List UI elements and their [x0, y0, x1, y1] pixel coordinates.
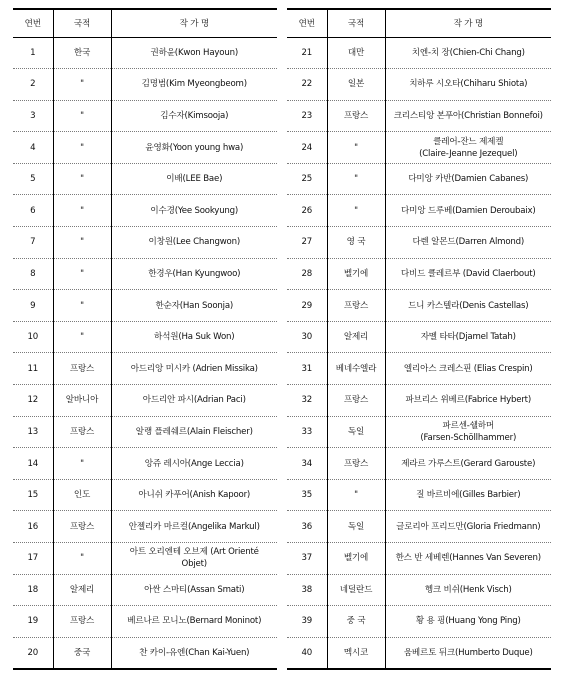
row-nationality: 일본	[327, 69, 385, 101]
artist-table-left-body	[13, 37, 277, 669]
row-artist-name: 윤영화(Yoon young hwa)	[111, 132, 277, 164]
row-nationality: "	[327, 163, 385, 195]
header-number: 연번	[287, 9, 327, 37]
row-artist-name: 아드리안 파시(Adrian Paci)	[111, 385, 277, 417]
table-row	[287, 321, 551, 353]
table-row	[13, 479, 277, 511]
row-nationality: 프랑스	[327, 385, 385, 417]
row-nationality: 프랑스	[327, 448, 385, 480]
row-nationality: 프랑스	[327, 290, 385, 322]
row-number: 35	[287, 479, 327, 511]
row-nationality: 멕시코	[327, 637, 385, 669]
row-artist-name: 황 용 핑(Huang Yong Ping)	[385, 606, 551, 638]
row-number: 40	[287, 637, 327, 669]
row-artist-name: 한순자(Han Soonja)	[111, 290, 277, 322]
row-number: 1	[30, 47, 36, 58]
table-row	[13, 163, 277, 195]
row-artist-name: 제라르 가루스트(Gerard Garouste)	[385, 448, 551, 480]
row-number: 3	[13, 100, 53, 132]
table-row	[13, 290, 277, 322]
artist-table-right	[287, 8, 551, 670]
row-artist-name: 치하루 시오타(Chiharu Shiota)	[385, 69, 551, 101]
row-artist-name: 다비드 클레르부 (David Claerbout)	[385, 258, 551, 290]
row-artist-name: 권하윤(Kwon Hayoun)	[111, 37, 277, 69]
row-artist-name: 안젤리카 마르컬(Angelika Markul)	[111, 511, 277, 543]
row-number: 13	[13, 416, 53, 448]
table-row	[287, 37, 551, 69]
table-row	[13, 69, 277, 101]
table-row	[287, 479, 551, 511]
row-nationality: "	[53, 321, 111, 353]
table-row	[13, 606, 277, 638]
row-nationality: 인도	[53, 479, 111, 511]
row-nationality: "	[53, 100, 111, 132]
table-row	[287, 227, 551, 259]
row-artist-name: 아니쉬 카푸어(Anish Kapoor)	[111, 479, 277, 511]
row-nationality: 프랑스	[53, 606, 111, 638]
row-artist-name: 파르센-쉘하머 (Farsen-Schöllhammer)	[385, 416, 551, 448]
table-row	[13, 321, 277, 353]
row-number: 32	[287, 385, 327, 417]
row-artist-name: 앙쥬 레시아(Ange Leccia)	[111, 448, 277, 480]
row-artist-name: 파브리스 위베르(Fabrice Hybert)	[385, 385, 551, 417]
row-number: 20	[13, 637, 53, 669]
table-row	[13, 258, 277, 290]
row-number: 7	[13, 227, 53, 259]
row-nationality: 프랑스	[53, 416, 111, 448]
header-artist-name: 작 가 명	[385, 9, 551, 37]
header-number: 연번	[13, 9, 53, 37]
table-row	[287, 100, 551, 132]
table-row	[287, 353, 551, 385]
row-artist-name: 크리스티앙 본푸아(Christian Bonnefoi)	[385, 100, 551, 132]
row-nationality: 프랑스	[53, 353, 111, 385]
table-row	[13, 574, 277, 606]
row-number: 21	[301, 47, 313, 58]
row-number: 28	[287, 258, 327, 290]
row-artist-name: 아트 오리엔테 오브제 (Art Orienté Objet)	[111, 543, 277, 575]
row-number: 23	[287, 100, 327, 132]
row-nationality: "	[53, 195, 111, 227]
row-nationality: 벨기에	[327, 258, 385, 290]
table-row	[13, 100, 277, 132]
table-row	[287, 416, 551, 448]
row-nationality: 독일	[327, 511, 385, 543]
table-row	[13, 416, 277, 448]
row-number: 31	[287, 353, 327, 385]
row-nationality: "	[327, 132, 385, 164]
table-row	[287, 543, 551, 575]
row-artist-name: 하석원(Ha Suk Won)	[111, 321, 277, 353]
row-number: 2	[13, 69, 53, 101]
row-nationality: 알바니아	[53, 385, 111, 417]
table-row	[13, 385, 277, 417]
row-artist-name: 아싼 스마티(Assan Smati)	[111, 574, 277, 606]
row-nationality: 알제리	[53, 574, 111, 606]
row-artist-name: 드니 카스텔라(Denis Castellas)	[385, 290, 551, 322]
row-nationality: 영 국	[327, 227, 385, 259]
row-artist-name: 이창원(Lee Changwon)	[111, 227, 277, 259]
row-number: 27	[287, 227, 327, 259]
row-number: 15	[13, 479, 53, 511]
row-artist-name: 베르나르 모니노(Bernard Moninot)	[111, 606, 277, 638]
table-row	[13, 132, 277, 164]
header-artist-name: 작 가 명	[111, 9, 277, 37]
table-header-row	[13, 9, 277, 37]
row-nationality: "	[53, 290, 111, 322]
table-row	[287, 448, 551, 480]
row-number: 16	[13, 511, 53, 543]
row-artist-name: 다렌 알몬드(Darren Almond)	[385, 227, 551, 259]
row-nationality: "	[53, 448, 111, 480]
row-nationality: 독일	[327, 416, 385, 448]
table-row	[13, 511, 277, 543]
row-artist-name: 글로리아 프리드만(Gloria Friedmann)	[385, 511, 551, 543]
row-number: 14	[13, 448, 53, 480]
row-number: 22	[287, 69, 327, 101]
table-row	[13, 227, 277, 259]
row-number: 4	[13, 132, 53, 164]
row-nationality: "	[53, 69, 111, 101]
table-row	[13, 353, 277, 385]
row-number: 8	[13, 258, 53, 290]
row-artist-name: 엘리아스 크레스핀 (Elias Crespin)	[385, 353, 551, 385]
row-artist-name: 움베르토 뒤크(Humberto Duque)	[385, 637, 551, 669]
row-number: 26	[287, 195, 327, 227]
row-nationality: "	[53, 258, 111, 290]
table-row	[287, 385, 551, 417]
row-number: 34	[287, 448, 327, 480]
row-number: 25	[287, 163, 327, 195]
row-number: 11	[13, 353, 53, 385]
header-nationality: 국적	[53, 9, 111, 37]
table-row	[13, 195, 277, 227]
row-artist-name: 알랭 플레쉐르(Alain Fleischer)	[111, 416, 277, 448]
table-row	[287, 195, 551, 227]
table-row	[13, 37, 277, 69]
table-row	[287, 132, 551, 164]
row-nationality: 대만	[327, 37, 385, 69]
row-number: 29	[287, 290, 327, 322]
row-nationality: 벨기에	[327, 543, 385, 575]
row-number: 38	[287, 574, 327, 606]
table-row	[287, 290, 551, 322]
row-artist-name: 찬 카이-유엔(Chan Kai-Yuen)	[111, 637, 277, 669]
table-row	[287, 511, 551, 543]
row-number: 12	[13, 385, 53, 417]
row-nationality: "	[327, 195, 385, 227]
table-row	[287, 69, 551, 101]
row-artist-name: 다미앙 카반(Damien Cabanes)	[385, 163, 551, 195]
row-artist-name: 클레어-잔느 제제켈 (Claire-Jeanne Jezequel)	[385, 132, 551, 164]
row-number: 5	[13, 163, 53, 195]
row-artist-name: 자멜 타타(Djamel Tatah)	[385, 321, 551, 353]
row-nationality: "	[53, 543, 111, 575]
row-number: 10	[13, 321, 53, 353]
row-number: 37	[287, 543, 327, 575]
row-artist-name: 치엔-치 장(Chien-Chi Chang)	[385, 37, 551, 69]
row-nationality: 중 국	[327, 606, 385, 638]
row-nationality: "	[327, 479, 385, 511]
table-header-row	[287, 9, 551, 37]
row-artist-name: 아드리앙 미시카 (Adrien Missika)	[111, 353, 277, 385]
row-artist-name: 김명범(Kim Myeongbeom)	[111, 69, 277, 101]
table-row	[287, 574, 551, 606]
artist-table-left	[13, 8, 277, 670]
row-nationality: 한국	[53, 37, 111, 69]
table-row	[287, 163, 551, 195]
table-row	[287, 258, 551, 290]
header-nationality: 국적	[327, 9, 385, 37]
row-number: 24	[287, 132, 327, 164]
row-number: 30	[287, 321, 327, 353]
row-nationality: 알제리	[327, 321, 385, 353]
row-artist-name: 다미앙 드루베(Damien Deroubaix)	[385, 195, 551, 227]
row-number: 6	[13, 195, 53, 227]
table-row	[13, 637, 277, 669]
row-number: 33	[287, 416, 327, 448]
row-artist-name: 한스 반 세베렌(Hannes Van Severen)	[385, 543, 551, 575]
row-number: 36	[287, 511, 327, 543]
artist-table-right-body	[287, 37, 551, 669]
row-nationality: "	[53, 132, 111, 164]
row-number: 18	[13, 574, 53, 606]
row-nationality: 프랑스	[327, 100, 385, 132]
table-row	[13, 448, 277, 480]
row-nationality: "	[53, 163, 111, 195]
row-artist-name: 이수경(Yee Sookyung)	[111, 195, 277, 227]
row-nationality: 프랑스	[53, 511, 111, 543]
row-artist-name: 질 바르비에(Gilles Barbier)	[385, 479, 551, 511]
table-row	[287, 637, 551, 669]
row-nationality: 중국	[53, 637, 111, 669]
row-nationality: 베네수엘라	[327, 353, 385, 385]
row-number: 9	[13, 290, 53, 322]
row-artist-name: 김수자(Kimsooja)	[111, 100, 277, 132]
row-artist-name: 헹크 비쉬(Henk Visch)	[385, 574, 551, 606]
table-row	[13, 543, 277, 575]
row-artist-name: 이배(LEE Bae)	[111, 163, 277, 195]
row-artist-name: 한경우(Han Kyungwoo)	[111, 258, 277, 290]
row-number: 19	[13, 606, 53, 638]
row-nationality: "	[53, 227, 111, 259]
row-nationality: 네덜란드	[327, 574, 385, 606]
row-number: 39	[287, 606, 327, 638]
table-row	[287, 606, 551, 638]
row-number: 17	[13, 543, 53, 575]
